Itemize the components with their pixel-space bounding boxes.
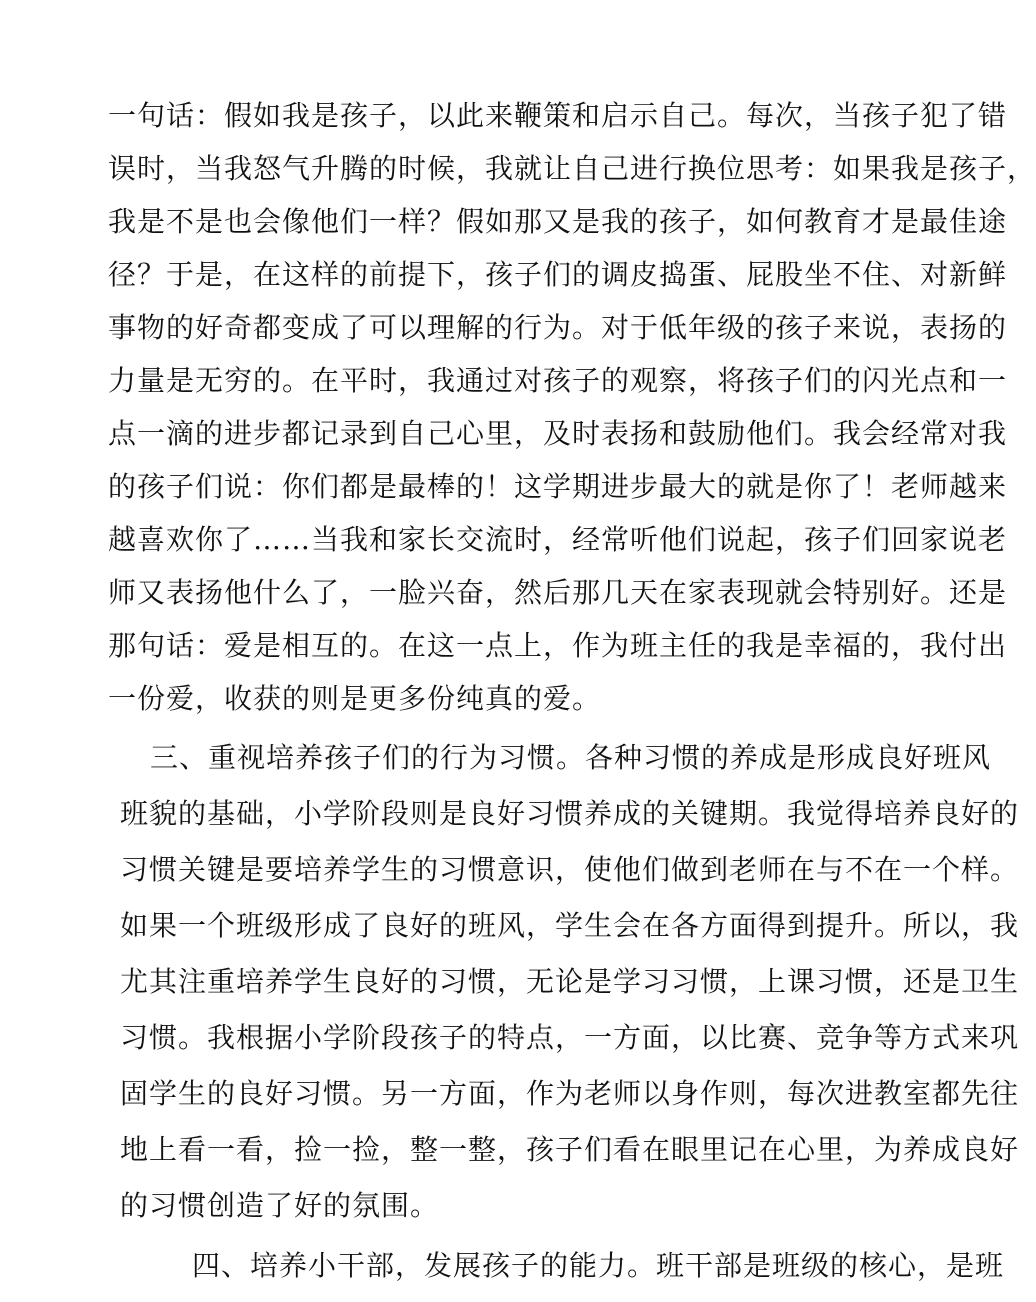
paragraph-1-line-6: 力量是无穷的。在平时，我通过对孩子的观察，将孩子们的闪光点和一	[108, 364, 1008, 397]
paragraph-1-line-12: 一份爱，收获的则是更多份纯真的爱。	[108, 682, 602, 715]
paragraph-2-line-7: 固学生的良好习惯。另一方面，作为老师以身作则，每次进教室都先往	[120, 1077, 1020, 1110]
paragraph-1-line-5: 事物的好奇都变成了可以理解的行为。对于低年级的孩子来说，表扬的	[108, 311, 1008, 344]
paragraph-1-line-10: 师又表扬他什么了，一脸兴奋，然后那几天在家表现就会特别好。还是	[108, 576, 1008, 609]
paragraph-2-line-4: 如果一个班级形成了良好的班风，学生会在各方面得到提升。所以，我	[120, 909, 1020, 942]
paragraph-2-line-5: 尤其注重培养学生良好的习惯，无论是学习习惯，上课习惯，还是卫生	[120, 965, 1020, 998]
paragraph-3-line-1: 四、培养小干部，发展孩子的能力。班干部是班级的核心，是班	[192, 1249, 1005, 1282]
paragraph-1-line-1: 一句话：假如我是孩子，以此来鞭策和启示自己。每次，当孩子犯了错	[108, 99, 1008, 132]
paragraph-1-line-4: 径？于是，在这样的前提下，孩子们的调皮捣蛋、屁股坐不住、对新鲜	[108, 258, 1008, 291]
paragraph-1-line-7: 点一滴的进步都记录到自己心里，及时表扬和鼓励他们。我会经常对我	[108, 417, 1008, 450]
paragraph-2-line-2: 班貌的基础，小学阶段则是良好习惯养成的关键期。我觉得培养良好的	[120, 797, 1020, 830]
paragraph-2-line-1: 三、重视培养孩子们的行为习惯。各种习惯的养成是形成良好班风	[150, 741, 992, 774]
paragraph-1-line-8: 的孩子们说：你们都是最棒的！这学期进步最大的就是你了！老师越来	[108, 470, 1008, 503]
paragraph-1-line-3: 我是不是也会像他们一样？假如那又是我的孩子，如何教育才是最佳途	[108, 205, 1008, 238]
paragraph-2-line-3: 习惯关键是要培养学生的习惯意识，使他们做到老师在与不在一个样。	[120, 853, 1020, 886]
paragraph-2-line-6: 习惯。我根据小学阶段孩子的特点，一方面，以比赛、竞争等方式来巩	[120, 1021, 1020, 1054]
paragraph-1-line-11: 那句话：爱是相互的。在这一点上，作为班主任的我是幸福的，我付出	[108, 629, 1008, 662]
paragraph-2-line-9: 的习惯创造了好的氛围。	[120, 1189, 440, 1222]
paragraph-1-line-2: 误时，当我怒气升腾的时候，我就让自己进行换位思考：如果我是孩子，	[108, 152, 1036, 185]
paragraph-1-line-9: 越喜欢你了……当我和家长交流时，经常听他们说起，孩子们回家说老	[108, 523, 1008, 556]
paragraph-2-line-8: 地上看一看，捡一捡，整一整，孩子们看在眼里记在心里，为养成良好	[120, 1133, 1020, 1166]
